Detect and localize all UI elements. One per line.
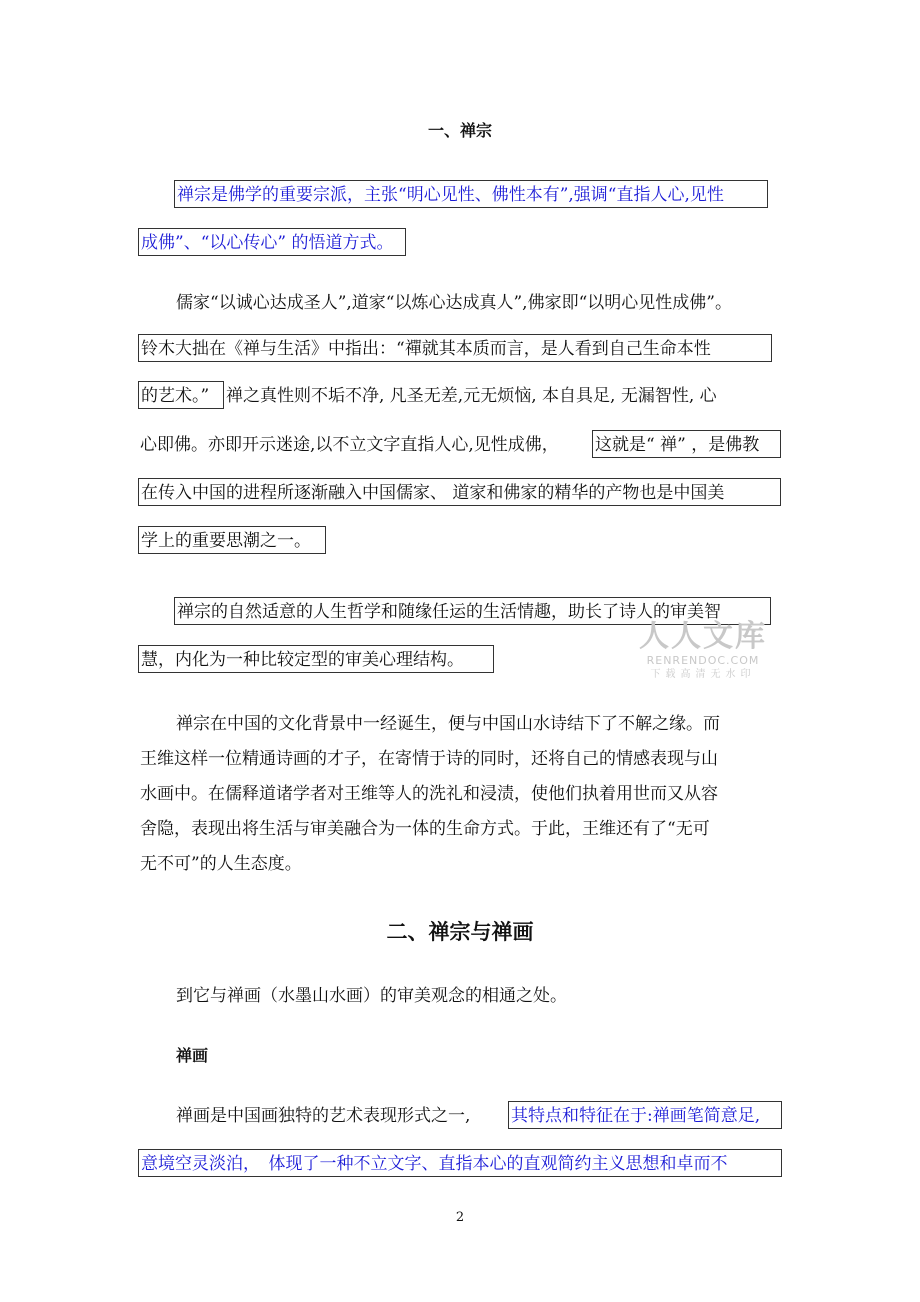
para4-line1: 禅宗在中国的文化背景中一经诞生，便与中国山水诗结下了不解之缘。而 xyxy=(176,714,720,734)
para4-line5: 无不可”的人生态度。 xyxy=(140,854,302,874)
boxed-text-para3-line2: 慧，内化为一种比较定型的审美心理结构。 xyxy=(138,645,494,673)
subheading-chan-hua: 禅画 xyxy=(176,1046,209,1065)
boxed-text-para2-line2: 铃木大拙在《禅与生活》中指出：“禪就其本质而言，是人看到自己生命本性 xyxy=(138,334,772,362)
para4-line2: 王维这样一位精通诗画的才子，在寄情于诗的同时，还将自己的情感表现与山 xyxy=(140,749,718,769)
boxed-text-para1-line1: 禅宗是佛学的重要宗派，主张“明心见性、佛性本有”,强调“直指人心,见性 xyxy=(174,180,768,208)
boxed-text-para2-line3: 的艺术。” xyxy=(138,381,224,409)
watermark-logo xyxy=(628,620,778,682)
para2-line1: 儒家“以诚心达成圣人”,道家“以炼心达成真人”,佛家即“以明心见性成佛”。 xyxy=(176,293,732,313)
watermark-title: 人人文库 xyxy=(639,619,767,654)
para5: 到它与禅画（水墨山水画）的审美观念的相通之处。 xyxy=(176,986,567,1006)
boxed-text-para6-line1: 其特点和特征在于:禅画笔简意足, xyxy=(508,1101,782,1129)
para2-line4: 心即佛。亦即开示迷途,以不立文字直指人心,见性成佛， xyxy=(140,435,559,455)
boxed-text-para2-line6: 学上的重要思潮之一。 xyxy=(138,526,326,554)
watermark-url: RENRENDOC.COM xyxy=(646,654,760,667)
page-number: 2 xyxy=(455,1210,465,1225)
boxed-text-para1-line2: 成佛”、“以心传心” 的悟道方式。 xyxy=(138,228,406,256)
para6-line1: 禅画是中国画独特的艺术表现形式之一, xyxy=(176,1106,471,1126)
boxed-text-para6-line2: 意境空灵淡泊， 体现了一种不立文字、直指本心的直观简约主义思想和卓而不 xyxy=(138,1149,782,1177)
para2-line3-rest: 禅之真性则不垢不净, 凡圣无差,元无烦恼, 本自具足, 无漏智性, 心 xyxy=(226,386,717,406)
boxed-text-para3-line1: 禅宗的自然适意的人生哲学和随缘任运的生活情趣，助长了诗人的审美智 xyxy=(174,597,771,625)
section-heading-chan-zong-yu-chan-hua: 二、禅宗与禅画 xyxy=(386,920,534,944)
watermark-subtitle: 下载高清无水印 xyxy=(650,669,756,680)
para4-line3: 水画中。在儒释道诸学者对王维等人的洗礼和浸渍，使他们执着用世而又从容 xyxy=(140,784,718,804)
section-heading-chan-zong: 一、禅宗 xyxy=(427,121,492,140)
boxed-text-para2-line4: 这就是“ 禅” ，是佛教 xyxy=(592,430,781,458)
boxed-text-para2-line5: 在传入中国的进程所逐渐融入中国儒家、 道家和佛家的精华的产物也是中国美 xyxy=(138,478,781,506)
para4-line4: 舍隐，表现出将生活与审美融合为一体的生命方式。于此，王维还有了“无可 xyxy=(140,819,710,839)
